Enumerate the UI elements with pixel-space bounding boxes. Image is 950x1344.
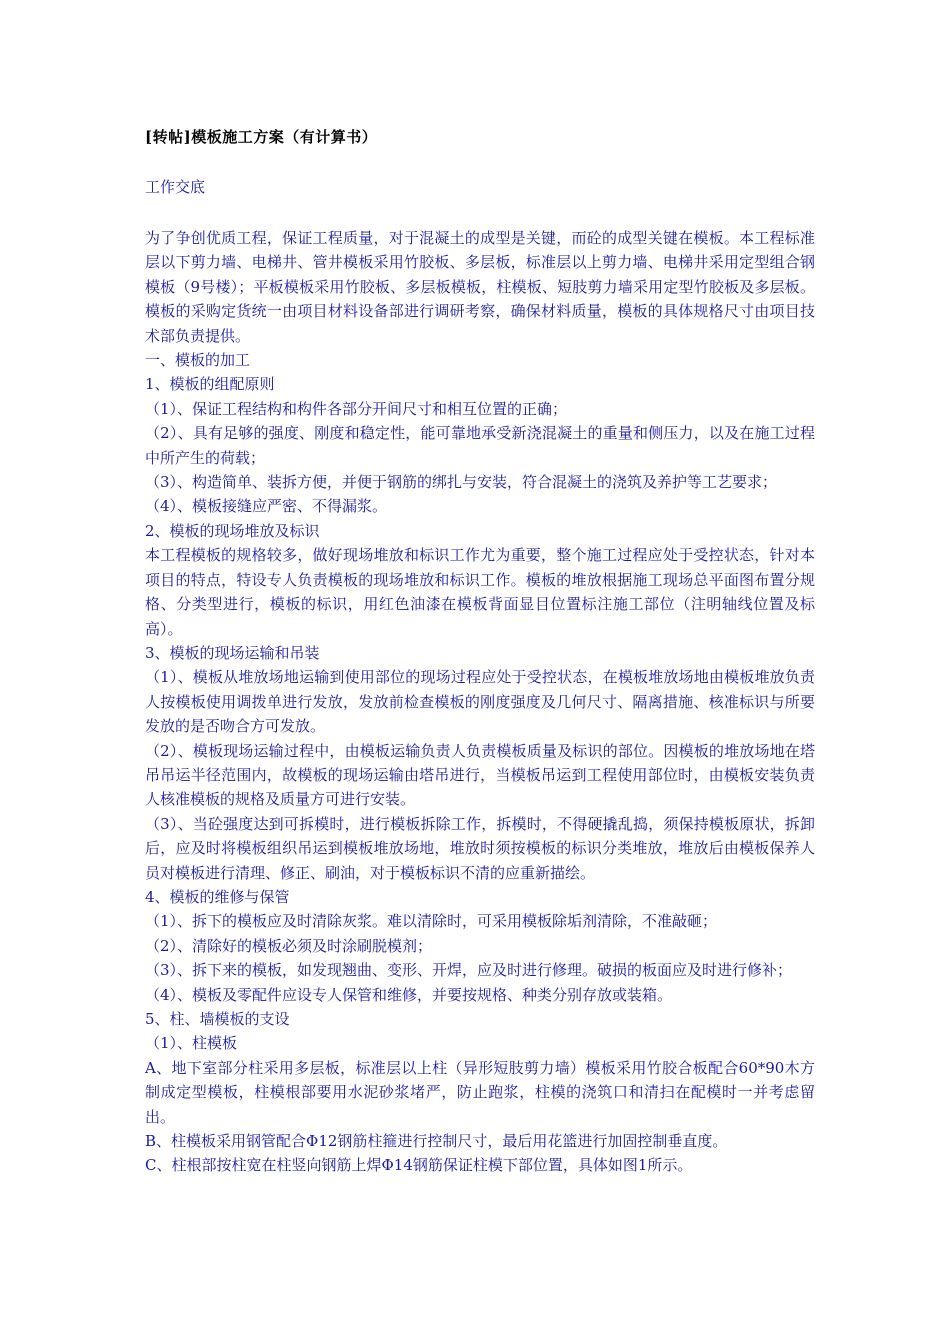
paragraph: （1）、拆下的模板应及时清除灰浆。难以清除时，可采用模板除垢剂清除，不准敲砸； [145, 912, 718, 931]
paragraph: （3）、当砼强度达到可拆模时，进行模板拆除工作，拆模时，不得硬撬乱捣，须保持模板原状，拆卸后，应及时将模板组织吊运到模板堆放场地，堆放时须按模板的标识分类堆放，堆放后由模板保养人员对模板进行清理、修正、刷油，对于模板标识不清的应重新描绘。 [145, 814, 815, 882]
paragraph: （3）、拆下来的模板，如发现翘曲、变形、开焊，应及时进行修理。破损的板面应及时进行修补； [145, 961, 793, 980]
paragraph: A、地下室部分柱采用多层板，标准层以上柱（异形短肢剪力墙）模板采用竹胶合板配合60*90木方制成定型模板，柱模根部要用水泥砂浆堵严，防止跑浆，柱模的浇筑口和清扫在配模时一并考虑留出。 [145, 1058, 815, 1126]
paragraph: （2）、清除好的模板必须及时涂刷脱模剂； [145, 936, 433, 955]
document-title: [转帖]模板施工方案（有计算书） [145, 128, 378, 146]
paragraph: （1）、柱模板 [145, 1034, 238, 1053]
paragraph: （4）、模板接缝应严密、不得漏浆。 [145, 497, 388, 516]
paragraph: 一、模板的加工 [145, 351, 251, 370]
paragraph: （3）、构造简单、装拆方便，并便于钢筋的绑扎与安装，符合混凝土的浇筑及养护等工艺要求； [145, 473, 778, 492]
document-body [145, 226, 815, 1178]
paragraph: （1）、模板从堆放场地运输到使用部位的现场过程应处于受控状态，在模板堆放场地由模板堆放负责人按模板使用调拨单进行发放，发放前检查模板的刚度强度及几何尺寸、隔离措施、核准标识与所要发放的是否吻合方可发放。 [145, 668, 815, 736]
paragraph: （2）、具有足够的强度、刚度和稳定性，能可靠地承受新浇混凝土的重量和侧压力，以及在施工过程中所产生的荷载； [145, 424, 815, 467]
paragraph: （4）、模板及零配件应设专人保管和维修，并要按规格、种类分别存放或装箱。 [145, 985, 673, 1004]
paragraph: 为了争创优质工程，保证工程质量，对于混凝土的成型是关键，而砼的成型关键在模板。本工程标准层以下剪力墙、电梯井、管井模板采用竹胶板、多层板，标准层以上剪力墙、电梯井采用定型组合钢模板（9号楼）；平板模板采用竹胶板、多层板模板，柱模板、短肢剪力墙采用定型竹胶板及多层板。模板的采购定货统一由项目材料设备部进行调研考察，确保材料质量，模板的具体规格尺寸由项目技术部负责提供。 [145, 229, 815, 345]
paragraph: （2）、模板现场运输过程中，由模板运输负责人负责模板质量及标识的部位。因模板的堆放场地在塔吊吊运半径范围内，故模板的现场运输由塔吊进行，当模板吊运到工程使用部位时，由模板安装负责人核准模板的规格及质量方可进行安装。 [145, 741, 815, 809]
paragraph: 3、模板的现场运输和吊装 [145, 643, 320, 662]
paragraph: C、柱根部按柱宽在柱竖向钢筋上焊Φ14钢筋保证柱模下部位置，具体如图1所示。 [145, 1156, 693, 1175]
paragraph: 1、模板的组配原则 [145, 375, 275, 394]
paragraph: B、柱模板采用钢管配合Φ12钢筋柱箍进行控制尺寸，最后用花篮进行加固控制垂直度。 [145, 1132, 728, 1151]
paragraph: 4、模板的维修与保管 [145, 887, 290, 906]
paragraph: 5、柱、墙模板的支设 [145, 1010, 290, 1028]
paragraph: 本工程模板的规格较多，做好现场堆放和标识工作尤为重要，整个施工过程应处于受控状态，针对本项目的特点，特设专人负责模板的现场堆放和标识工作。模板的堆放根据施工现场总平面图布置分规格、分类型进行，模板的标识，用红色油漆在模板背面显目位置标注施工部位（注明轴线位置及标高）。 [145, 546, 815, 638]
section-subtitle: 工作交底 [145, 178, 206, 196]
paragraph: 2、模板的现场堆放及标识 [145, 521, 320, 540]
paragraph: （1）、保证工程结构和构件各部分开间尺寸和相互位置的正确； [145, 399, 568, 418]
